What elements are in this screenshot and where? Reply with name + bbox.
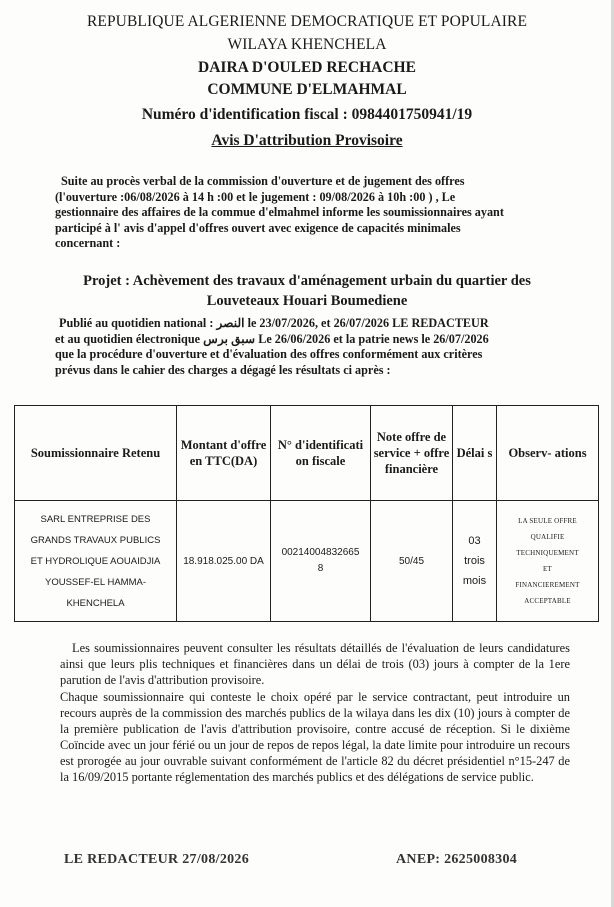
obs-line: ACCEPTABLE — [524, 597, 571, 605]
recours-text: Chaque soumissionnaire qui conteste le choix opéré par le service contractant, peut introduire un recours auprès de la commission des marchés publics de la wilaya dans les dix (10) jours à compter de la première publication de l'avis d'attribution provisoire, contre accusé de réception. Si le dixième Coïncide avec un jour férié ou un jour de repos de repos légal, la date limite pour introduire un recours est prorogée au jour ouvrable suivant conformément de l'article 82 du décret présidentiel n°15-247 de la 16/09/2015 portante réglementation des marchés publics et des délégations de service public. — [60, 690, 570, 784]
footer-anep: ANEP: 2625008304 — [396, 852, 518, 867]
results-table — [14, 405, 599, 622]
col-header-amount: Montant d'offre en TTC(DA) — [177, 406, 271, 501]
project-line: Louveteaux Houari Boumediene — [206, 293, 408, 309]
publication-line: et au quotidien électronique سبق برس Le 26/06/2026 et la patrie news le 26/07/2026 — [55, 331, 489, 346]
cell-delai — [453, 501, 497, 622]
publication-line: Publié au quotidien national : النصر le 23/07/2026, et 26/07/2026 LE REDACTEUR — [59, 316, 489, 330]
obs-line: ET — [543, 565, 552, 573]
consult-paragraph — [60, 640, 570, 688]
header-wilaya: WILAYA KHENCHELA — [227, 36, 387, 53]
bidder-line: SARL ENTREPRISE DES — [40, 513, 151, 525]
delai-line: 03 — [468, 535, 481, 547]
bidder-line: GRANDS TRAVAUX PUBLICS — [30, 534, 161, 546]
cell-note: 50/45 — [371, 501, 453, 622]
header-republic: REPUBLIQUE ALGERIENNE DEMOCRATIQUE ET POPULAIRE — [86, 13, 528, 30]
consult-text: Les soumissionnaires peuvent consulter les résultats détaillés de l'évaluation de leurs candidatures ainsi que leurs plis techniques et financières dans un délai de trois (03) jours à compter de la 1ere parution de l'avis d'attribution provisoire. — [60, 641, 570, 687]
notice-title: Avis D'attribution Provisoire — [211, 132, 403, 149]
publication-paragraph — [55, 316, 489, 378]
recours-paragraph — [60, 689, 570, 785]
obs-line: LA SEULE OFFRE — [518, 517, 577, 525]
delai-line: trois — [464, 555, 485, 567]
publication-line: prévus dans le cahier des charges a dégagé les résultats ci après : — [55, 362, 391, 377]
bidder-line: YOUSSEF-EL HAMMA- — [45, 576, 146, 588]
cell-bidder — [15, 501, 177, 622]
header-commune: COMMUNE D'ELMAHMAL — [207, 81, 407, 98]
obs-line: QUALIFIE — [530, 533, 565, 541]
cell-nif — [271, 501, 371, 622]
table-header-row — [15, 406, 599, 501]
col-header-nif: N° d'identificati on fiscale — [271, 406, 371, 501]
obs-line: FINANCIEREMENT — [515, 581, 580, 589]
col-header-delai: Délai s — [453, 406, 497, 501]
header-daira: DAIRA D'OULED RECHACHE — [198, 59, 416, 76]
bidder-line: KHENCHELA — [66, 597, 125, 609]
footer-redacteur: LE REDACTEUR 27/08/2026 — [64, 852, 250, 867]
intro-paragraph — [55, 174, 504, 252]
intro-line: participé à l' avis d'appel d'offres ouvert avec exigence de capacités minimales — [55, 220, 461, 235]
publication-line: que la procédure d'ouverture et d'évaluation des offres conformément aux critères — [55, 347, 483, 361]
table-row — [15, 501, 599, 622]
col-header-note: Note offre de service + offre financière — [371, 406, 453, 501]
nif-line: 00214004832665 — [281, 547, 360, 558]
header-nif: Numéro d'identification fiscal : 0984401750941/19 — [141, 106, 473, 123]
intro-line: (l'ouverture :06/08/2026 à 14 h :00 et le jugement : 09/08/2026 à 10h :00 ) , Le — [55, 189, 456, 204]
intro-line: concernant : — [55, 236, 121, 250]
bidder-line: ET HYDROLIQUE AOUAIDJIA — [30, 555, 161, 567]
col-header-bidder: Soumissionnaire Retenu — [15, 406, 177, 501]
delai-line: mois — [462, 575, 487, 587]
project-line: Projet : Achèvement des travaux d'aménagement urbain du quartier des — [83, 273, 531, 289]
project-title — [0, 271, 614, 311]
obs-line: TECHNIQUEMENT — [516, 549, 579, 557]
intro-line: Suite au procès verbal de la commission d'ouverture et de jugement des offres — [61, 174, 465, 188]
nif-line: 8 — [317, 563, 324, 574]
intro-line: gestionnaire des affaires de la commue d'elmahmel informe les soumissionnaires ayant — [55, 205, 504, 219]
col-header-obs: Observ- ations — [497, 406, 599, 501]
cell-observations — [497, 501, 599, 622]
cell-amount: 18.918.025.00 DA — [177, 501, 271, 622]
